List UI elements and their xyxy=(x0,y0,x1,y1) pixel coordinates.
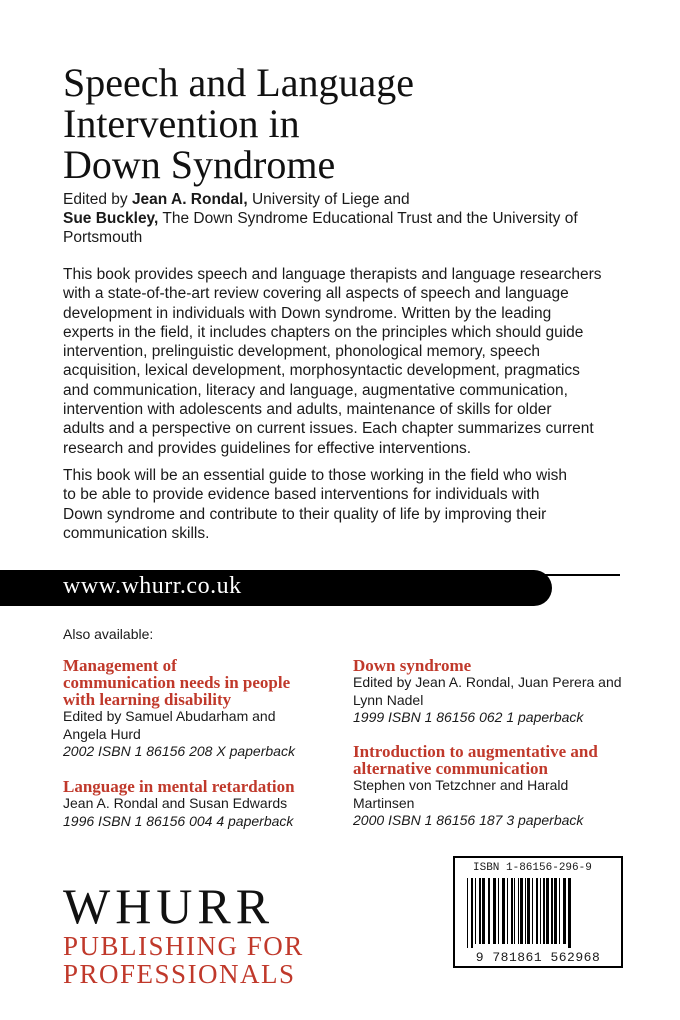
text-line: communication skills. xyxy=(63,524,210,542)
barcode-bar xyxy=(543,878,545,944)
related-book-pub-info: 1996 ISBN 1 86156 004 4 paperback xyxy=(63,812,294,829)
barcode-bar xyxy=(502,878,505,944)
related-book xyxy=(353,743,598,830)
text-line: research and provides guidelines for effective interventions. xyxy=(63,439,472,457)
editor-name: Jean A. Rondal, xyxy=(131,191,248,208)
isbn-label: ISBN 1-86156-296-9 xyxy=(473,862,592,874)
related-book-author: Stephen von Tetzchner and Harald xyxy=(353,777,569,793)
barcode-bar xyxy=(563,878,566,944)
barcode-bar xyxy=(559,878,560,944)
barcode-bar xyxy=(507,878,508,944)
barcode-bar xyxy=(540,878,541,944)
related-book-author: Martinsen xyxy=(353,794,415,811)
related-book-title: alternative communication xyxy=(353,759,548,778)
text-line: to be able to provide evidence based interventions for individuals with xyxy=(63,486,540,504)
related-book-author: Edited by Jean A. Rondal, Juan Perera and xyxy=(353,674,622,690)
website-banner xyxy=(0,570,620,606)
barcode-number: 9 781861 562968 xyxy=(475,950,601,965)
related-book-title: Introduction to augmentative and xyxy=(353,742,598,761)
description-paragraph xyxy=(63,466,633,543)
barcode-bar xyxy=(493,878,496,944)
text-line: Down syndrome and contribute to their quality of life by improving their xyxy=(63,505,547,523)
related-book xyxy=(63,778,295,830)
barcode-bar xyxy=(482,878,485,944)
barcode-bar xyxy=(536,878,538,944)
publisher-logo xyxy=(63,880,304,988)
text-line: experts in the field, it includes chapters on the principles which should guide xyxy=(63,323,584,341)
editors-credit xyxy=(63,190,623,247)
editor-affiliation: The Down Syndrome Educational Trust and the University of xyxy=(158,210,578,227)
editor-affiliation: Portsmouth xyxy=(63,229,143,246)
text-line: intervention, prelinguistic development, phonological memory, speech xyxy=(63,343,541,361)
related-book-author: Jean A. Rondal and Susan Edwards xyxy=(63,795,288,811)
text-line: with a state-of-the-art review covering all aspects of speech and language xyxy=(63,285,569,303)
barcode-bar xyxy=(568,878,571,948)
isbn-barcode xyxy=(453,856,623,968)
editor-name: Sue Buckley, xyxy=(63,210,159,227)
barcode-bar xyxy=(511,878,513,944)
barcode-bar xyxy=(488,878,490,944)
related-book-title: Management of xyxy=(63,656,177,675)
related-book-pub-info: 2000 ISBN 1 86156 187 3 paperback xyxy=(353,812,584,828)
editor-affiliation: University of Liege and xyxy=(247,191,410,208)
description-paragraph xyxy=(63,265,633,458)
text-line: development in individuals with Down syndrome. Written by the leading xyxy=(63,304,552,322)
related-book-pub-info: 1999 ISBN 1 86156 062 1 paperback xyxy=(353,709,584,725)
publisher-tagline: PUBLISHING FOR xyxy=(63,931,304,961)
related-book xyxy=(353,657,622,727)
title-line: Down Syndrome xyxy=(63,142,336,187)
barcode-bars xyxy=(465,878,613,948)
barcode-bar xyxy=(551,878,553,944)
barcode-bar xyxy=(467,878,468,948)
related-book-author: Angela Hurd xyxy=(63,725,141,742)
title-line: Speech and Language xyxy=(63,60,414,105)
barcode-bar xyxy=(546,878,549,944)
publisher-tagline: PROFESSIONALS xyxy=(63,959,296,989)
barcode-bar xyxy=(554,878,557,944)
text-line: acquisition, lexical development, morphosyntactic development, pragmatics xyxy=(63,362,580,380)
related-book xyxy=(63,657,295,761)
title-line: Intervention in xyxy=(63,101,300,146)
barcode-bar xyxy=(518,878,519,944)
text-line: intervention with adolescents and adults, maintenance of skills for older xyxy=(63,401,552,419)
text-line: and communication, literacy and language, augmentative communication, xyxy=(63,381,568,399)
related-book-title: communication needs in people xyxy=(63,673,291,692)
related-book-author: Lynn Nadel xyxy=(353,691,424,708)
barcode-bar xyxy=(525,878,526,944)
related-book-pub-info: 2002 ISBN 1 86156 208 X paperback xyxy=(63,743,295,759)
barcode-bar xyxy=(471,878,473,948)
editors-prefix: Edited by xyxy=(63,191,132,208)
barcode-bar xyxy=(475,878,476,944)
barcode-bar xyxy=(498,878,499,944)
barcode-bar xyxy=(514,878,515,944)
banner-rule xyxy=(540,574,620,576)
website-url[interactable]: www.whurr.co.uk xyxy=(63,573,242,599)
also-available-label: Also available: xyxy=(63,626,154,642)
text-line: adults and a perspective on current issues. Each chapter summarizes current xyxy=(63,420,594,438)
barcode-bar xyxy=(479,878,481,944)
related-book-author: Edited by Samuel Abudarham and xyxy=(63,708,276,724)
related-book-title: Down syndrome xyxy=(353,656,472,675)
barcode-bar xyxy=(532,878,533,944)
barcode-bar xyxy=(527,878,530,944)
publisher-name: WHURR xyxy=(63,878,275,934)
text-line: This book will be an essential guide to those working in the field who wish xyxy=(63,467,568,484)
barcode-bar xyxy=(520,878,523,944)
book-title xyxy=(63,62,623,185)
related-book-title: Language in mental retardation xyxy=(63,777,295,796)
related-book-title: with learning disability xyxy=(63,690,232,709)
text-line: This book provides speech and language therapists and language researchers xyxy=(63,266,602,283)
